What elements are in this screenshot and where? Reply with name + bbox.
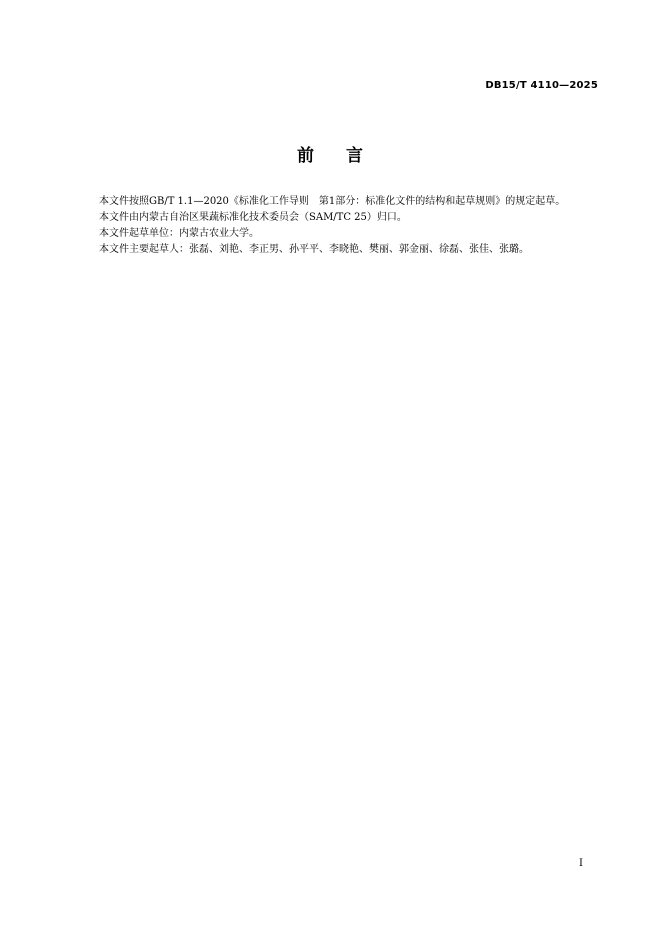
foreword-body (79, 194, 599, 258)
paragraph-drafters: 本文件主要起草人：张磊、刘艳、李正男、孙平平、李晓艳、樊丽、郭金丽、徐磊、张佳、张璐。 (99, 244, 529, 255)
page-title (0, 141, 662, 166)
paragraph-committee: 本文件由内蒙古自治区果蔬标准化技术委员会（SAM/TC 25）归口。 (99, 212, 407, 223)
document-code: DB15/T 4110—2025 (485, 80, 598, 91)
page-number: I (579, 858, 583, 869)
paragraph-drafting-rules: 本文件按照GB/T 1.1—2020《标准化工作导则 第1部分：标准化文件的结构和起草规则》的规定起草。 (99, 196, 566, 207)
paragraph-drafting-unit: 本文件起草单位：内蒙古农业大学。 (99, 228, 259, 239)
page-title-part-1: 前 (297, 146, 316, 166)
page-title-part-2: 言 (346, 146, 365, 166)
